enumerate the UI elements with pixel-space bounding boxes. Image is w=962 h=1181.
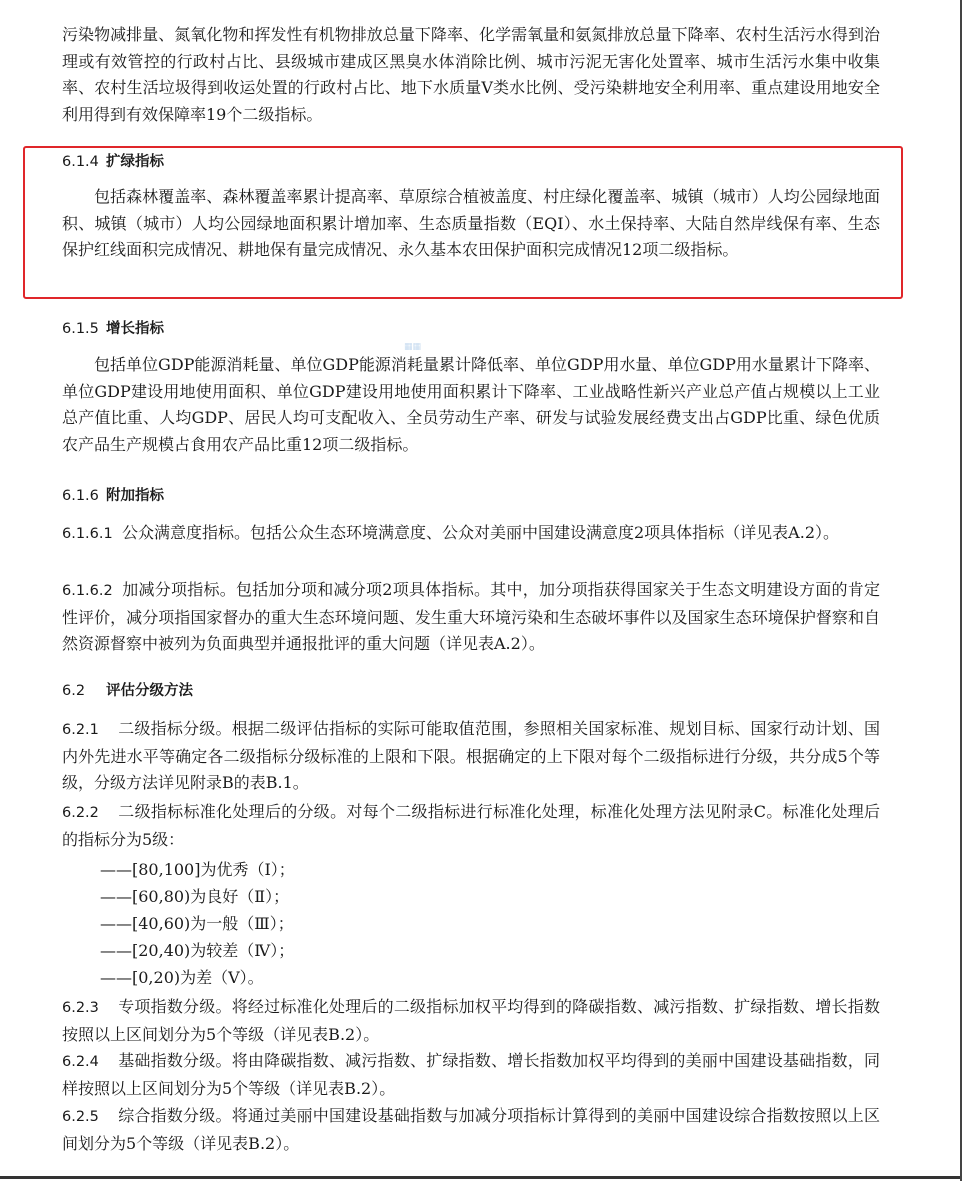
clause-body: 基础指数分级。将由降碳指数、减污指数、扩绿指数、增长指数加权平均得到的美丽中国建设基础指数，同样按照以上区间划分为5个等级（详见表B.2）。 — [62, 1051, 880, 1098]
section-number: 6.1.5 — [62, 321, 99, 337]
grade-item: ——[20,40)为较差（Ⅳ）； — [100, 941, 295, 960]
clause-body: 二级指标标准化处理后的分级。对每个二级指标进行标准化处理，标准化处理方法见附录C。标准化处理后的指标分为5级： — [62, 802, 880, 849]
clause-6-1-6-1 — [62, 520, 880, 548]
grade-item: ——[80,100]为优秀（Ⅰ）； — [100, 860, 295, 879]
clause-number: 6.2.2 — [62, 805, 99, 821]
intro-paragraph: 污染物减排量、氮氧化物和挥发性有机物排放总量下降率、化学需氧量和氨氮排放总量下降率、农村生活污水得到治理或有效管控的行政村占比、县级城市建成区黑臭水体消除比例、城市污泥无害化处置率、城市生活污水集中收集率、农村生活垃圾得到收运处置的行政村占比、地下水质量Ⅴ类水比例、受污染耕地安全利用率、重点建设用地安全利用得到有效保障率19个二级指标。 — [62, 25, 880, 124]
section-title: 评估分级方法 — [106, 683, 193, 699]
clause-number: 6.2.3 — [62, 1000, 99, 1016]
section-heading-6-1-6 — [62, 486, 164, 506]
grade-item: ——[60,80)为良好（Ⅱ）； — [100, 887, 290, 906]
section-number: 6.1.4 — [62, 154, 99, 170]
section-body-6-1-4: 包括森林覆盖率、森林覆盖率累计提高率、草原综合植被盖度、村庄绿化覆盖率、城镇（城市）人均公园绿地面积、城镇（城市）人均公园绿地面积累计增加率、生态质量指数（EQI）、水土保持率、大陆自然岸线保有率、生态保护红线面积完成情况、耕地保有量完成情况、永久基本农田保护面积完成情况12项二级指标。 — [62, 187, 880, 259]
section-heading-6-2 — [62, 681, 193, 701]
section-heading-6-1-5 — [62, 319, 164, 339]
clause-number: 6.2.5 — [62, 1109, 99, 1125]
watermark-logo: ▦▦ — [404, 342, 422, 352]
section-number: 6.2 — [62, 683, 86, 699]
section-heading-6-1-4 — [62, 152, 164, 172]
clause-number: 6.2.4 — [62, 1054, 99, 1070]
grade-item: ——[0,20)为差（Ⅴ）。 — [100, 968, 264, 987]
clause-body: 公众满意度指标。包括公众生态环境满意度、公众对美丽中国建设满意度2项具体指标（详见表A.2）。 — [122, 523, 840, 542]
clause-body: 二级指标分级。根据二级评估指标的实际可能取值范围，参照相关国家标准、规划目标、国家行动计划、国内外先进水平等确定各二级指标分级标准的上限和下限。根据确定的上下限对每个二级指标进行分级，共分成5个等级，分级方法详见附录B的表B.1。 — [62, 719, 880, 792]
clause-number: 6.2.1 — [62, 722, 99, 738]
clause-6-2-4 — [62, 1048, 880, 1102]
clause-6-2-2 — [62, 799, 880, 853]
clause-number: 6.1.6.1 — [62, 526, 113, 542]
clause-6-1-6-2 — [62, 577, 880, 658]
section-title: 增长指标 — [106, 321, 164, 337]
clause-body: 加减分项指标。包括加分项和减分项2项具体指标。其中，加分项指获得国家关于生态文明建设方面的肯定性评价，减分项指国家督办的重大生态环境问题、发生重大环境污染和生态破坏事件以及国家生态环境保护督察和自然资源督察中被列为负面典型并通报批评的重大问题（详见表A.2）。 — [62, 580, 880, 653]
page-bottom-border — [0, 1176, 962, 1179]
clause-6-2-3 — [62, 994, 880, 1048]
clause-body: 综合指数分级。将通过美丽中国建设基础指数与加减分项指标计算得到的美丽中国建设综合指数按照以上区间划分为5个等级（详见表B.2）。 — [62, 1106, 880, 1153]
section-body-6-1-5: 包括单位GDP能源消耗量、单位GDP能源消耗量累计降低率、单位GDP用水量、单位GDP用水量累计下降率、单位GDP建设用地使用面积、单位GDP建设用地使用面积累计下降率、工业战略性新兴产业总产值占规模以上工业总产值比重、人均GDP、居民人均可支配收入、全员劳动生产率、研发与试验发展经费支出占GDP比重、绿色优质农产品生产规模占食用农产品比重12项二级指标。 — [62, 355, 880, 454]
section-title: 附加指标 — [106, 488, 164, 504]
clause-6-2-1 — [62, 716, 880, 797]
clause-6-2-5 — [62, 1103, 880, 1157]
grade-item: ——[40,60)为一般（Ⅲ）； — [100, 914, 294, 933]
section-number: 6.1.6 — [62, 488, 99, 504]
clause-body: 专项指数分级。将经过标准化处理后的二级指标加权平均得到的降碳指数、减污指数、扩绿指数、增长指数按照以上区间划分为5个等级（详见表B.2）。 — [62, 997, 880, 1044]
section-title: 扩绿指标 — [106, 154, 164, 170]
clause-number: 6.1.6.2 — [62, 583, 113, 599]
